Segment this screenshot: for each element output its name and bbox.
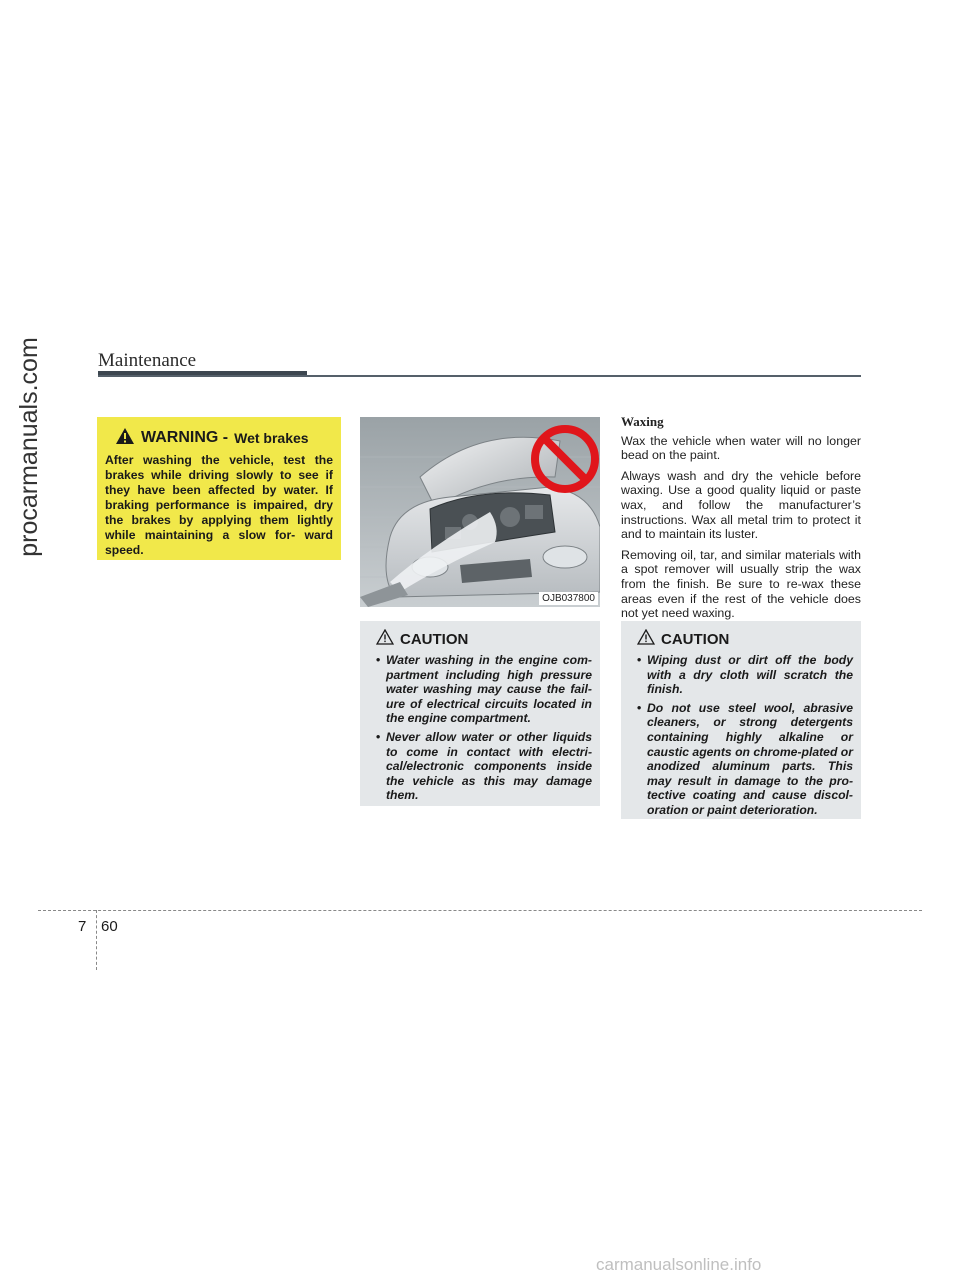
caution-list <box>368 653 592 803</box>
engine-wash-prohibited-image <box>360 417 600 607</box>
caution-item: • Do not use steel wool, abrasive cleaners, or strong detergents containing highly alkaline or caustic agents on chrome-plated or anodized aluminum parts. This may result in damage to the pro- tective coating and cause discol- oration or paint deterioration. <box>629 701 853 818</box>
chapter-number: 7 <box>78 918 87 935</box>
bottom-watermark: carmanualsonline.info <box>596 1255 762 1274</box>
caution-box-finish <box>621 621 861 819</box>
footer-rule <box>38 910 922 911</box>
footer-divider <box>96 910 97 970</box>
caution-triangle-icon <box>637 629 655 650</box>
caution-title-row <box>376 629 592 649</box>
waxing-heading: Waxing <box>621 414 664 429</box>
waxing-paragraph: Removing oil, tar, and similar materials with a spot remover will usually strip the wax from the finish. Be sure to re-wax these areas even if the rest of the vehicle does not yet need waxing. <box>621 547 861 621</box>
figure-code: OJB037800 <box>539 592 598 605</box>
warning-triangle-icon <box>115 427 135 450</box>
warning-box <box>97 417 341 560</box>
caution-item: • Wiping dust or dirt off the body with a dry cloth will scratch the finish. <box>629 653 853 697</box>
warning-text: After washing the vehicle, test the brakes while driving slowly to see if they have been affected by water. If braking performance is impaired, dry the brakes by applying them lightly while maintaining a slow for- ward speed. <box>105 453 333 557</box>
caution-box-engine <box>360 621 600 806</box>
waxing-paragraph: Wax the vehicle when water will no longer bead on the paint. <box>621 433 861 463</box>
caution-title: CAUTION <box>400 630 469 648</box>
warning-label: WARNING - <box>141 429 229 446</box>
caution-title: CAUTION <box>661 630 730 648</box>
warning-subject: Wet brakes <box>234 430 309 446</box>
caution-triangle-icon <box>376 629 394 650</box>
caution-item: • Never allow water or other liquids to come in contact with electri- cal/electronic components inside the vehicle as this may damage them. <box>368 730 592 803</box>
waxing-section <box>621 415 861 627</box>
page-number: 60 <box>101 918 118 935</box>
waxing-paragraph: Always wash and dry the vehicle before waxing. Use a good quality liquid or paste wax, and follow the manufacturer’s instructions. Wax all metal trim to protect it and to maintain its luster. <box>621 468 861 542</box>
side-watermark: procarmanuals.com <box>15 337 43 557</box>
header-rule <box>98 375 861 377</box>
caution-list <box>629 653 853 818</box>
page-section-title: Maintenance <box>98 350 197 371</box>
caution-title-row <box>637 629 853 649</box>
warning-title <box>115 427 333 449</box>
caution-item: • Water washing in the engine com- partment including high pressure water washing may cause the fail- ure of electrical circuits located in the engine compartment. <box>368 653 592 726</box>
